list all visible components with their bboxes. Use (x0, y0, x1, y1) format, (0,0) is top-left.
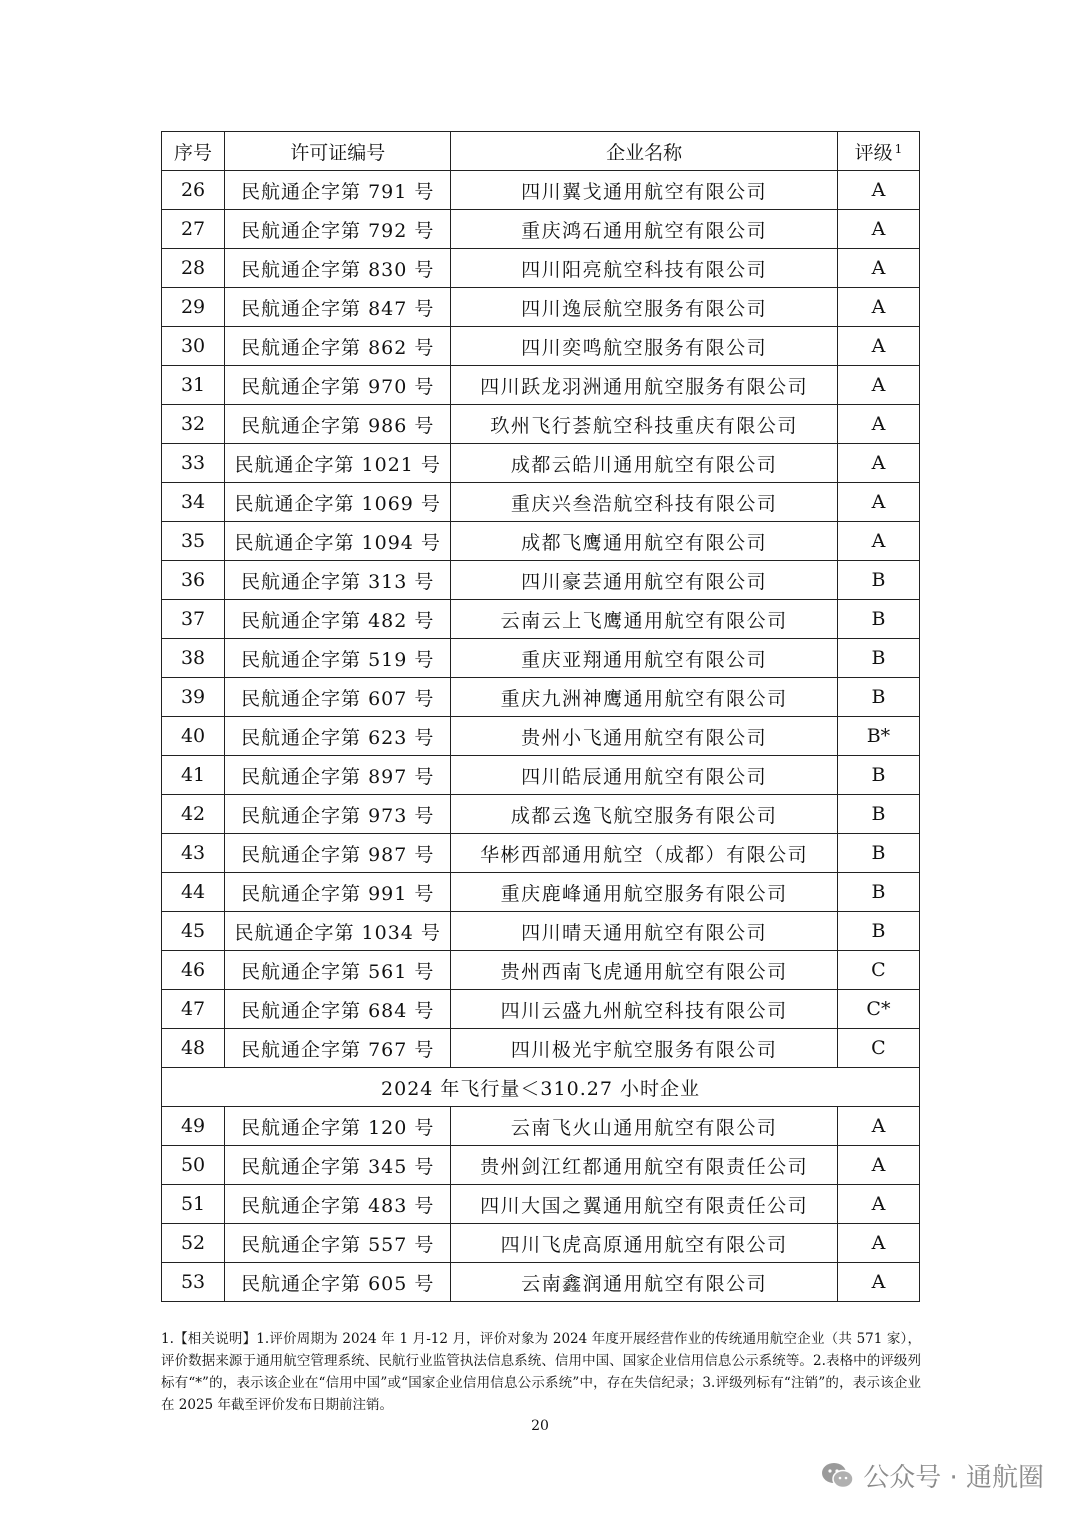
row-rating-cell: A (837, 1107, 919, 1146)
table-row (162, 678, 920, 717)
row-rating-cell: A (837, 1185, 919, 1224)
table-row (162, 327, 920, 366)
row-rating-cell: B (837, 795, 919, 834)
table-body-group-b (162, 1107, 920, 1302)
row-index-cell: 50 (162, 1146, 225, 1185)
row-company-cell: 成都云逸飞航空服务有限公司 (451, 795, 838, 834)
table-row (162, 795, 920, 834)
row-rating-cell: A (837, 1224, 919, 1263)
row-index-cell: 46 (162, 951, 225, 990)
table-row (162, 483, 920, 522)
row-company-cell: 成都云皓川通用航空有限公司 (451, 444, 838, 483)
row-company-cell: 四川逸辰航空服务有限公司 (451, 288, 838, 327)
row-rating-cell: A (837, 366, 919, 405)
table-row (162, 1185, 920, 1224)
row-license-cell: 民航通企字第 607 号 (225, 678, 451, 717)
table-row (162, 288, 920, 327)
row-rating-cell: B (837, 561, 919, 600)
table-row (162, 405, 920, 444)
row-company-cell: 玖州飞行荟航空科技重庆有限公司 (451, 405, 838, 444)
table-row (162, 873, 920, 912)
row-rating-cell: A (837, 327, 919, 366)
row-index-cell: 30 (162, 327, 225, 366)
table-header-row (162, 132, 920, 171)
table-row (162, 210, 920, 249)
row-license-cell: 民航通企字第 1094 号 (225, 522, 451, 561)
table-row (162, 951, 920, 990)
enterprise-rating-table (161, 131, 920, 1302)
table-row (162, 1263, 920, 1302)
row-license-cell: 民航通企字第 862 号 (225, 327, 451, 366)
row-index-cell: 29 (162, 288, 225, 327)
header-index: 序号 (162, 132, 225, 171)
table-row (162, 1107, 920, 1146)
row-rating-cell: A (837, 1263, 919, 1302)
table-row (162, 444, 920, 483)
row-license-cell: 民航通企字第 519 号 (225, 639, 451, 678)
row-company-cell: 成都飞鹰通用航空有限公司 (451, 522, 838, 561)
row-license-cell: 民航通企字第 623 号 (225, 717, 451, 756)
table-body-group-a (162, 171, 920, 1068)
row-rating-cell: A (837, 210, 919, 249)
row-rating-cell: B (837, 639, 919, 678)
row-company-cell: 四川晴天通用航空有限公司 (451, 912, 838, 951)
row-rating-cell: C* (837, 990, 919, 1029)
page-number: 20 (531, 1418, 549, 1434)
table-row (162, 1224, 920, 1263)
table-row (162, 1146, 920, 1185)
row-index-cell: 38 (162, 639, 225, 678)
watermark (821, 1457, 1044, 1494)
row-index-cell: 49 (162, 1107, 225, 1146)
table-row (162, 912, 920, 951)
table-row (162, 366, 920, 405)
header-rating-footnote-mark: 1 (894, 141, 903, 156)
row-index-cell: 33 (162, 444, 225, 483)
row-index-cell: 53 (162, 1263, 225, 1302)
row-index-cell: 37 (162, 600, 225, 639)
row-license-cell: 民航通企字第 847 号 (225, 288, 451, 327)
table-row (162, 600, 920, 639)
row-license-cell: 民航通企字第 791 号 (225, 171, 451, 210)
row-rating-cell: B (837, 873, 919, 912)
row-index-cell: 31 (162, 366, 225, 405)
row-company-cell: 贵州小飞通用航空有限公司 (451, 717, 838, 756)
row-company-cell: 四川极光宇航空服务有限公司 (451, 1029, 838, 1068)
row-rating-cell: A (837, 444, 919, 483)
row-index-cell: 40 (162, 717, 225, 756)
row-license-cell: 民航通企字第 991 号 (225, 873, 451, 912)
row-rating-cell: A (837, 288, 919, 327)
header-rating (837, 132, 919, 171)
row-index-cell: 48 (162, 1029, 225, 1068)
row-company-cell: 四川奕鸣航空服务有限公司 (451, 327, 838, 366)
footnote: 1.【相关说明】1.评价周期为 2024 年 1 月-12 月，评价对象为 2024 年度开展经营作业的传统通用航空企业（共 571 家），评价数据来源于通用航空管理系统、民航行业监管执法信息系统、信用中国、国家企业信用信息公示系统等。2.表格中的评级列标有“*”的，表示该企业在“信用中国”或“国家企业信用信息公示系统”中，存在失信纪录；3.评级列标有“注销”的，表示该企业在 2025 年截至评价发布日期前注销。 (161, 1331, 921, 1413)
row-license-cell: 民航通企字第 684 号 (225, 990, 451, 1029)
row-license-cell: 民航通企字第 1021 号 (225, 444, 451, 483)
row-company-cell: 云南云上飞鹰通用航空有限公司 (451, 600, 838, 639)
row-index-cell: 44 (162, 873, 225, 912)
row-license-cell: 民航通企字第 483 号 (225, 1185, 451, 1224)
row-company-cell: 四川飞虎高原通用航空有限公司 (451, 1224, 838, 1263)
row-license-cell: 民航通企字第 1069 号 (225, 483, 451, 522)
row-company-cell: 云南鑫润通用航空有限公司 (451, 1263, 838, 1302)
row-rating-cell: B (837, 600, 919, 639)
row-license-cell: 民航通企字第 605 号 (225, 1263, 451, 1302)
row-company-cell: 贵州西南飞虎通用航空有限公司 (451, 951, 838, 990)
table-row (162, 756, 920, 795)
row-company-cell: 四川跃龙羽洲通用航空服务有限公司 (451, 366, 838, 405)
row-license-cell: 民航通企字第 897 号 (225, 756, 451, 795)
row-index-cell: 43 (162, 834, 225, 873)
wechat-icon (821, 1461, 855, 1491)
table-row (162, 561, 920, 600)
table-row (162, 1029, 920, 1068)
row-rating-cell: B (837, 678, 919, 717)
row-company-cell: 重庆亚翔通用航空有限公司 (451, 639, 838, 678)
row-license-cell: 民航通企字第 557 号 (225, 1224, 451, 1263)
row-company-cell: 云南飞火山通用航空有限公司 (451, 1107, 838, 1146)
row-company-cell: 华彬西部通用航空（成都）有限公司 (451, 834, 838, 873)
row-index-cell: 27 (162, 210, 225, 249)
row-rating-cell: B* (837, 717, 919, 756)
row-license-cell: 民航通企字第 561 号 (225, 951, 451, 990)
row-license-cell: 民航通企字第 792 号 (225, 210, 451, 249)
row-rating-cell: A (837, 405, 919, 444)
row-rating-cell: A (837, 171, 919, 210)
header-license: 许可证编号 (225, 132, 451, 171)
row-index-cell: 41 (162, 756, 225, 795)
row-index-cell: 28 (162, 249, 225, 288)
row-index-cell: 45 (162, 912, 225, 951)
row-company-cell: 重庆兴叁浩航空科技有限公司 (451, 483, 838, 522)
table-row (162, 717, 920, 756)
watermark-text: 公众号 · 通航圈 (863, 1463, 1044, 1493)
table-row (162, 171, 920, 210)
row-license-cell: 民航通企字第 987 号 (225, 834, 451, 873)
row-rating-cell: A (837, 1146, 919, 1185)
table-row (162, 639, 920, 678)
row-company-cell: 贵州剑江红都通用航空有限责任公司 (451, 1146, 838, 1185)
row-index-cell: 47 (162, 990, 225, 1029)
row-license-cell: 民航通企字第 120 号 (225, 1107, 451, 1146)
row-license-cell: 民航通企字第 970 号 (225, 366, 451, 405)
row-company-cell: 四川阳亮航空科技有限公司 (451, 249, 838, 288)
row-rating-cell: B (837, 834, 919, 873)
row-license-cell: 民航通企字第 830 号 (225, 249, 451, 288)
row-rating-cell: B (837, 756, 919, 795)
row-company-cell: 四川皓辰通用航空有限公司 (451, 756, 838, 795)
row-rating-cell: C (837, 1029, 919, 1068)
header-rating-label: 评级 (854, 141, 893, 164)
table-row (162, 249, 920, 288)
row-index-cell: 51 (162, 1185, 225, 1224)
row-company-cell: 重庆九洲神鹰通用航空有限公司 (451, 678, 838, 717)
row-index-cell: 42 (162, 795, 225, 834)
row-license-cell: 民航通企字第 345 号 (225, 1146, 451, 1185)
row-index-cell: 35 (162, 522, 225, 561)
row-index-cell: 34 (162, 483, 225, 522)
section-title: 2024 年飞行量＜310.27 小时企业 (162, 1068, 920, 1107)
row-license-cell: 民航通企字第 1034 号 (225, 912, 451, 951)
table-row (162, 834, 920, 873)
row-license-cell: 民航通企字第 767 号 (225, 1029, 451, 1068)
table-row (162, 522, 920, 561)
row-index-cell: 52 (162, 1224, 225, 1263)
row-rating-cell: B (837, 912, 919, 951)
row-rating-cell: C (837, 951, 919, 990)
row-license-cell: 民航通企字第 313 号 (225, 561, 451, 600)
row-license-cell: 民航通企字第 973 号 (225, 795, 451, 834)
row-license-cell: 民航通企字第 482 号 (225, 600, 451, 639)
row-index-cell: 39 (162, 678, 225, 717)
row-index-cell: 32 (162, 405, 225, 444)
row-company-cell: 四川云盛九州航空科技有限公司 (451, 990, 838, 1029)
row-index-cell: 36 (162, 561, 225, 600)
row-rating-cell: A (837, 249, 919, 288)
row-company-cell: 重庆鹿峰通用航空服务有限公司 (451, 873, 838, 912)
row-rating-cell: A (837, 483, 919, 522)
row-index-cell: 26 (162, 171, 225, 210)
row-company-cell: 重庆鸿石通用航空有限公司 (451, 210, 838, 249)
header-company: 企业名称 (451, 132, 838, 171)
row-company-cell: 四川大国之翼通用航空有限责任公司 (451, 1185, 838, 1224)
row-company-cell: 四川豪芸通用航空有限公司 (451, 561, 838, 600)
row-rating-cell: A (837, 522, 919, 561)
section-row (162, 1068, 920, 1107)
row-company-cell: 四川翼戈通用航空有限公司 (451, 171, 838, 210)
table-row (162, 990, 920, 1029)
row-license-cell: 民航通企字第 986 号 (225, 405, 451, 444)
